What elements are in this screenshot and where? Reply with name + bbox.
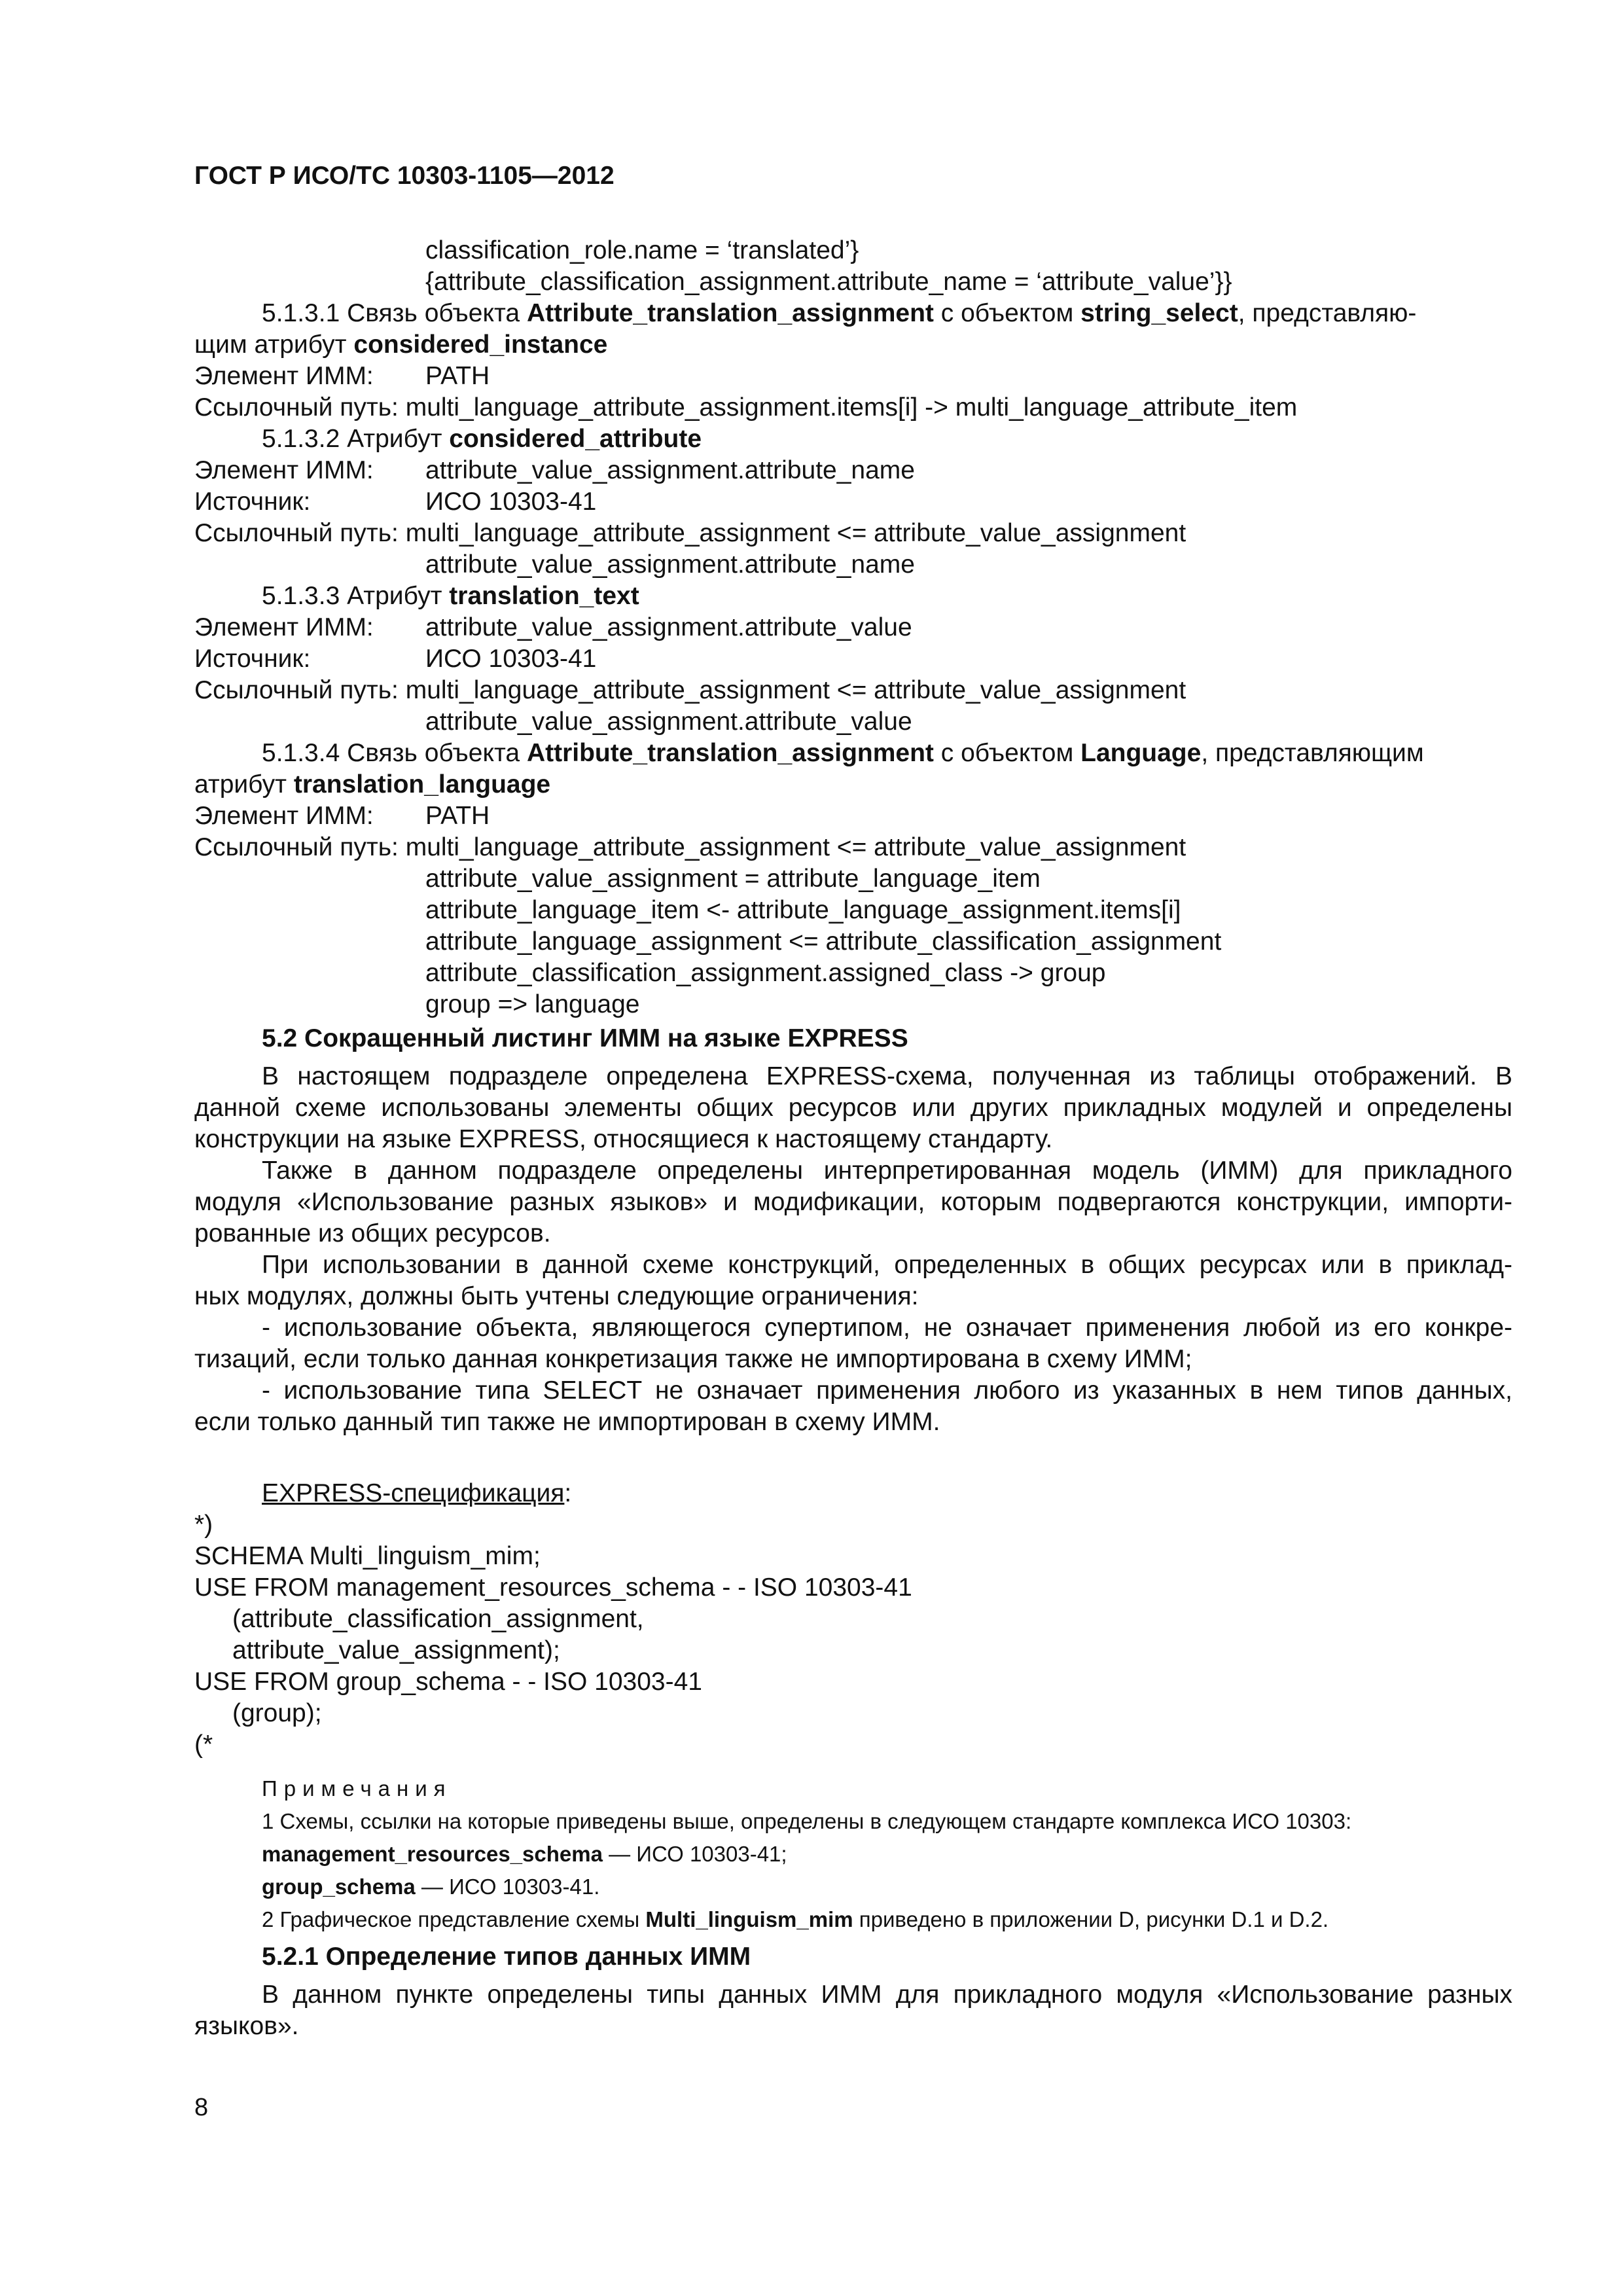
text-line xyxy=(262,1941,751,1973)
text-span: конструкции на языке EXPRESS, относящиеся к настоящему стандарту. xyxy=(194,1125,1053,1153)
text-span: group => language xyxy=(425,990,640,1018)
text-span: Элемент ИММ: xyxy=(194,802,374,830)
text-line xyxy=(262,1374,1512,1407)
text-span: с объектом xyxy=(933,299,1081,327)
text-line xyxy=(262,1838,787,1870)
text-span: Multi_linguism_mim xyxy=(645,1907,853,1931)
text-line xyxy=(194,831,1186,863)
text-span: Ссылочный путь: multi_language_attribute_assignment <= attribute_value_assignment xyxy=(194,833,1186,861)
text-span: Ссылочный путь: multi_language_attribute_assignment <= attribute_value_assignment xyxy=(194,519,1186,547)
text-span: , представляющим xyxy=(1201,739,1424,767)
text-span: translation_language xyxy=(293,770,551,798)
text-span: При использовании в данной схеме конструкций, определенных в общих ресурсах или в приклад- xyxy=(262,1251,1512,1279)
text-span: attribute_value_assignment.attribute_name xyxy=(425,550,915,579)
text-line xyxy=(425,360,490,392)
text-span: {attribute_classification_assignment.attribute_name = ‘attribute_value’}} xyxy=(425,268,1232,296)
text-span: с объектом xyxy=(933,739,1081,767)
text-span: 5.1.3.4 Связь объекта xyxy=(262,739,527,767)
text-span: щим атрибут xyxy=(194,331,354,359)
text-span: 5.1.3.2 Атрибут xyxy=(262,425,450,453)
text-span: модуля «Использование разных языков» и модификации, которым подвергаются конструкции, импорти- xyxy=(194,1188,1512,1216)
text-line xyxy=(194,1540,541,1572)
text-span: PATH xyxy=(425,362,490,390)
text-line xyxy=(425,486,596,518)
text-span: (* xyxy=(194,1731,213,1759)
text-line xyxy=(262,1249,1512,1281)
text-span: Также в данном подразделе определены интерпретированная модель (ИММ) для прикладного xyxy=(262,1157,1512,1185)
text-line xyxy=(262,1477,571,1509)
text-line xyxy=(194,1729,213,1761)
text-line xyxy=(425,863,1041,895)
text-span: 1 Схемы, ссылки на которые приведены выше, определены в следующем стандарте комплекса ИСО 10303: xyxy=(262,1809,1352,1833)
text-span: — ИСО 10303-41; xyxy=(602,1842,787,1866)
text-span: Элемент ИММ: xyxy=(194,613,374,641)
text-span: Источник: xyxy=(194,488,311,516)
text-line xyxy=(194,360,374,392)
text-span: EXPRESS-спецификация xyxy=(262,1479,565,1507)
text-line xyxy=(194,2010,298,2042)
text-span: considered_attribute xyxy=(449,425,702,453)
text-span: В настоящем подразделе определена EXPRESS-схема, полученная из таблицы отображений. В xyxy=(262,1062,1512,1090)
text-line xyxy=(262,1060,1512,1092)
text-span: management_resources_schema xyxy=(262,1842,603,1866)
text-line xyxy=(425,925,1221,958)
text-span: : xyxy=(564,1479,572,1507)
text-line xyxy=(194,1406,940,1438)
text-line xyxy=(232,1603,644,1635)
text-span: - использование типа SELECT не означает применения любого из указанных в нем типов данных, xyxy=(262,1376,1512,1405)
text-span: considered_instance xyxy=(353,331,608,359)
text-span: 5.2 Сокращенный листинг ИММ на языке EXPRESS xyxy=(262,1024,908,1052)
text-line xyxy=(194,1123,1052,1155)
text-line xyxy=(262,1805,1351,1837)
text-line xyxy=(425,643,596,675)
text-line xyxy=(194,611,374,643)
text-line xyxy=(194,643,310,675)
text-span: attribute_value_assignment); xyxy=(232,1636,560,1664)
text-span: attribute_value_assignment.attribute_name xyxy=(425,456,915,484)
text-line xyxy=(194,486,310,518)
text-line xyxy=(194,800,374,832)
text-line xyxy=(262,1022,908,1054)
text-line xyxy=(194,768,550,800)
text-span: ИСО 10303-41 xyxy=(425,645,597,673)
text-line xyxy=(262,580,639,612)
text-line xyxy=(232,1697,322,1729)
text-line xyxy=(425,548,915,581)
text-line xyxy=(425,234,859,266)
text-line xyxy=(262,1312,1512,1344)
text-line xyxy=(262,1979,1512,2011)
text-span: PATH xyxy=(425,802,490,830)
text-span: group_schema xyxy=(262,1874,416,1899)
text-line xyxy=(232,1634,560,1666)
text-span: Ссылочный путь: multi_language_attribute_assignment <= attribute_value_assignment xyxy=(194,676,1186,704)
text-span: Источник: xyxy=(194,645,311,673)
text-span: attribute_language_assignment <= attribute_classification_assignment xyxy=(425,927,1222,956)
text-span: тизаций, если только данная конкретизация также не импортирована в схему ИММ; xyxy=(194,1345,1192,1373)
text-line xyxy=(194,1280,918,1312)
text-span: translation_text xyxy=(449,582,639,610)
text-span: рованные из общих ресурсов. xyxy=(194,1219,551,1247)
text-span: Language xyxy=(1080,739,1202,767)
text-span: USE FROM group_schema - - ISO 10303-41 xyxy=(194,1668,702,1696)
text-line xyxy=(194,1092,1512,1124)
text-span: (group); xyxy=(232,1699,322,1727)
text-span: attribute_value_assignment.attribute_value xyxy=(425,708,912,736)
text-line xyxy=(262,297,1416,329)
text-line xyxy=(425,611,912,643)
text-line xyxy=(425,800,490,832)
text-span: - использование объекта, являющегося супертипом, не означает применения любой из его конкре- xyxy=(262,1314,1512,1342)
text-span: если только данный тип также не импортирован в схему ИММ. xyxy=(194,1408,940,1436)
text-span: attribute_classification_assignment.assigned_class -> group xyxy=(425,959,1106,987)
text-line xyxy=(425,988,639,1020)
text-span: данной схеме использованы элементы общих ресурсов или других прикладных модулей и определены xyxy=(194,1094,1512,1122)
text-span: (attribute_classification_assignment, xyxy=(232,1605,644,1633)
text-span: USE FROM management_resources_schema - - ISO 10303-41 xyxy=(194,1573,912,1602)
text-line xyxy=(262,1772,452,1804)
text-span: атрибут xyxy=(194,770,294,798)
text-span: 5.2.1 Определение типов данных ИММ xyxy=(262,1943,751,1971)
text-line xyxy=(194,454,374,486)
text-span: *) xyxy=(194,1511,213,1539)
text-line xyxy=(194,1186,1512,1218)
text-line xyxy=(425,454,915,486)
text-span: 5.1.3.1 Связь объекта xyxy=(262,299,527,327)
text-line xyxy=(194,1571,912,1604)
text-line xyxy=(425,266,1232,298)
text-line xyxy=(194,1343,1192,1375)
text-span: , представляю- xyxy=(1238,299,1417,327)
text-span: attribute_value_assignment.attribute_value xyxy=(425,613,912,641)
text-span: Элемент ИММ: xyxy=(194,362,374,390)
text-span: attribute_value_assignment = attribute_language_item xyxy=(425,865,1041,893)
text-span: ных модулях, должны быть учтены следующие ограничения: xyxy=(194,1282,919,1310)
text-line xyxy=(425,957,1106,989)
text-span: SCHEMA Multi_linguism_mim; xyxy=(194,1542,541,1570)
text-span: Attribute_translation_assignment xyxy=(526,299,934,327)
text-span: 2 Графическое представление схемы xyxy=(262,1907,646,1931)
document-header: ГОСТ Р ИСО/ТС 10303-1105—2012 xyxy=(194,162,615,190)
text-span: attribute_language_item <- attribute_language_assignment.items[i] xyxy=(425,896,1181,924)
text-span: string_select xyxy=(1080,299,1238,327)
text-span: Примечания xyxy=(262,1776,452,1801)
text-line xyxy=(194,329,607,361)
text-line xyxy=(194,1217,551,1249)
text-span: Элемент ИММ: xyxy=(194,456,374,484)
text-line xyxy=(194,1509,213,1541)
text-line xyxy=(194,674,1186,706)
page-number: 8 xyxy=(194,2094,209,2121)
text-span: В данном пункте определены типы данных ИММ для прикладного модуля «Использование разных xyxy=(262,1981,1512,2009)
text-span: ИСО 10303-41 xyxy=(425,488,597,516)
text-span: — ИСО 10303-41. xyxy=(415,1874,600,1899)
text-line xyxy=(262,1155,1512,1187)
text-line xyxy=(194,1666,702,1698)
text-line xyxy=(262,423,702,455)
text-span: Ссылочный путь: multi_language_attribute_assignment.items[i] -> multi_language_attribute_item xyxy=(194,393,1298,422)
text-line xyxy=(262,1871,599,1903)
text-line xyxy=(262,1903,1329,1935)
text-line xyxy=(194,517,1186,549)
text-line xyxy=(425,706,912,738)
text-span: 5.1.3.3 Атрибут xyxy=(262,582,450,610)
text-line xyxy=(262,737,1424,769)
text-span: языков». xyxy=(194,2012,299,2040)
text-span: приведено в приложении D, рисунки D.1 и D.2. xyxy=(853,1907,1329,1931)
text-line xyxy=(194,391,1297,423)
text-line xyxy=(425,894,1181,926)
text-span: classification_role.name = ‘translated’} xyxy=(425,236,859,264)
text-span: Attribute_translation_assignment xyxy=(526,739,934,767)
